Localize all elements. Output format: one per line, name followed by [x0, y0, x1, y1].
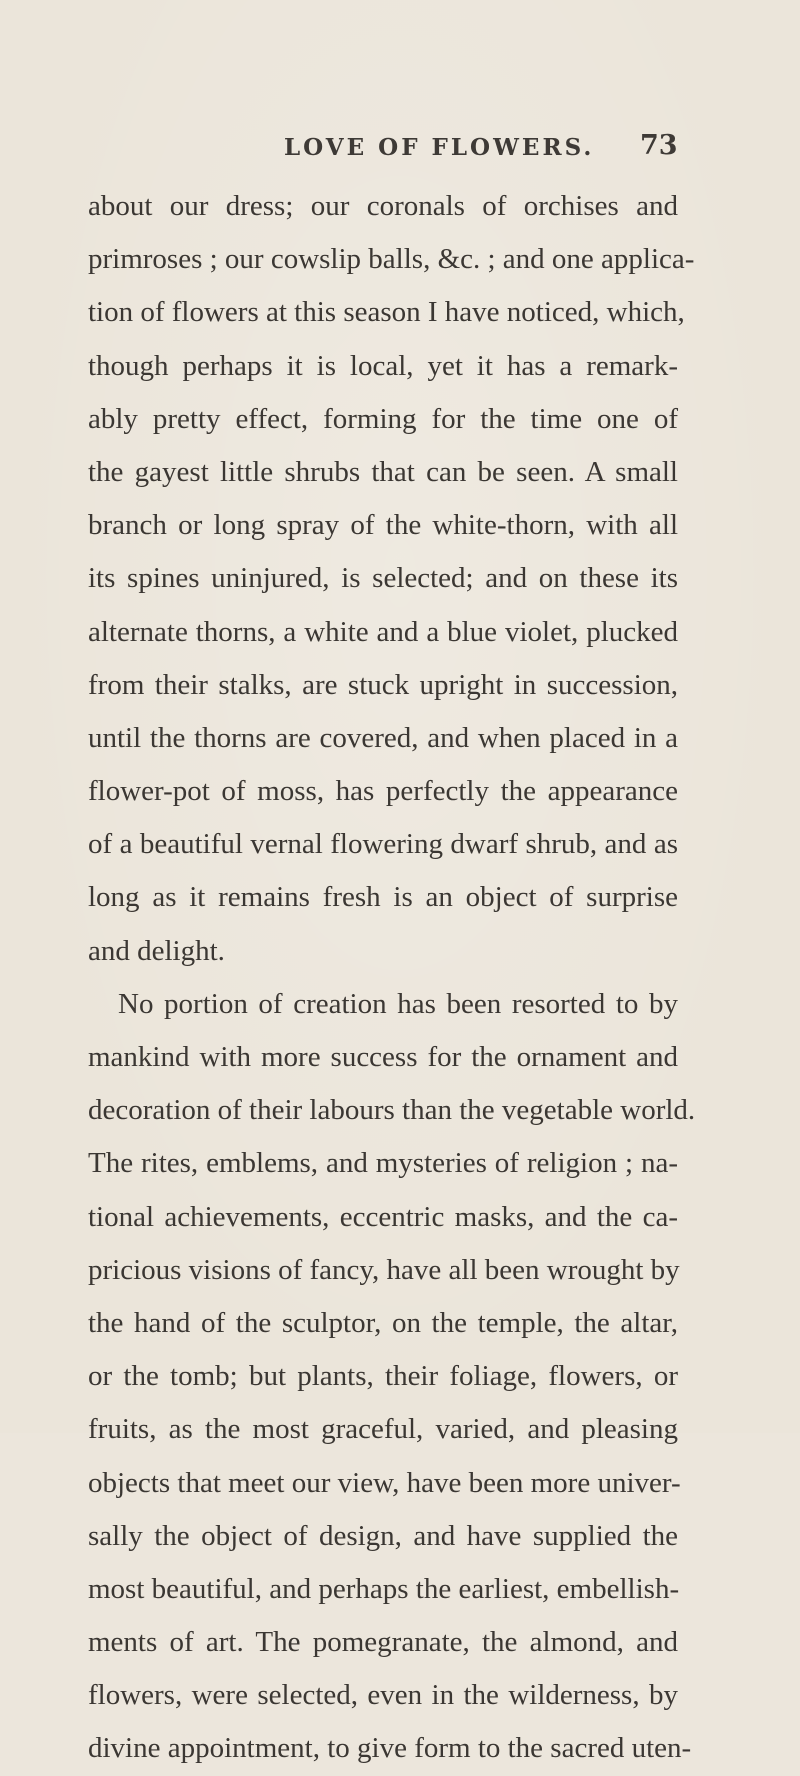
text-line: No portion of creation has been resorted to by [118, 987, 678, 1020]
text-line: and delight. [88, 934, 225, 967]
text-line: most beautiful, and perhaps the earliest, embellish- [88, 1572, 680, 1605]
text-line: until the thorns are covered, and when placed in a [88, 721, 678, 754]
running-head [0, 130, 800, 174]
text-line: decoration of their labours than the vegetable world. [88, 1094, 696, 1127]
text-line: flowers, were selected, even in the wilderness, by [88, 1679, 678, 1712]
text-line: long as it remains fresh is an object of surprise [88, 881, 678, 914]
page-number: 73 [640, 130, 678, 161]
text-line: fruits, as the most graceful, varied, and pleasing [88, 1413, 678, 1446]
text-line: of a beautiful vernal flowering dwarf shrub, and as [88, 828, 678, 861]
running-head-title: LOVE OF FLOWERS. [284, 134, 595, 161]
text-line: about our dress; our coronals of orchises and [88, 190, 678, 222]
text-line: tion of flowers at this season I have noticed, which, [88, 296, 685, 329]
text-line: flower-pot of moss, has perfectly the appearance [88, 775, 678, 808]
body-text [88, 180, 696, 1776]
text-line: branch or long spray of the white-thorn, with all [88, 509, 678, 542]
text-line: pricious visions of fancy, have all been wrought by [88, 1253, 680, 1286]
text-line: or the tomb; but plants, their foliage, flowers, or [88, 1360, 678, 1393]
text-line: the hand of the sculptor, on the temple, the altar, [88, 1306, 678, 1339]
text-line: divine appointment, to give form to the sacred uten- [88, 1732, 692, 1765]
text-line: sally the object of design, and have supplied the [88, 1519, 678, 1552]
text-line: alternate thorns, a white and a blue violet, plucked [88, 615, 678, 648]
text-line: its spines uninjured, is selected; and on these its [88, 562, 678, 595]
text-line: though perhaps it is local, yet it has a remark- [88, 349, 678, 382]
text-line: objects that meet our view, have been more univer- [88, 1466, 681, 1499]
text-line: primroses ; our cowslip balls, &c. ; and one applica- [88, 243, 695, 276]
text-line: the gayest little shrubs that can be seen. A small [88, 455, 678, 488]
text-line: The rites, emblems, and mysteries of religion ; na- [88, 1147, 678, 1180]
text-line: mankind with more success for the ornament and [88, 1041, 678, 1073]
text-line: tional achievements, eccentric masks, and the ca- [88, 1200, 678, 1233]
text-line: ments of art. The pomegranate, the almond, and [88, 1626, 678, 1659]
text-line: from their stalks, are stuck upright in succession, [88, 668, 678, 701]
text-line: ably pretty effect, forming for the time one of [88, 402, 678, 435]
